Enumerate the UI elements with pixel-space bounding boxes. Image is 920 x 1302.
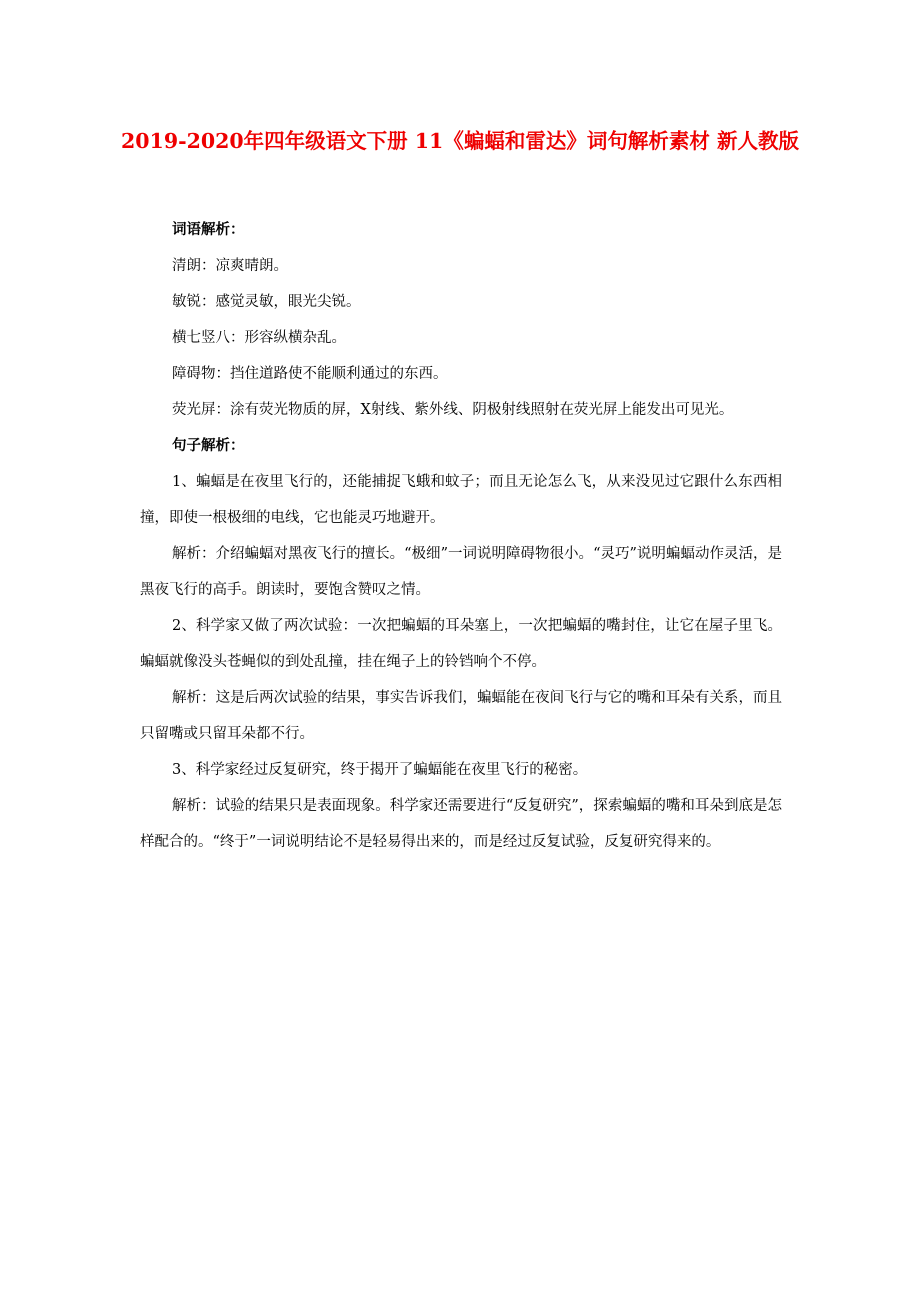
word-entry: 障碍物：挡住道路使不能顺利通过的东西。 bbox=[172, 366, 448, 382]
word-entry: 敏锐：感觉灵敏，眼光尖锐。 bbox=[172, 294, 361, 310]
sentence-paragraph: 解析：这是后两次试验的结果，事实告诉我们，蝙蝠能在夜间飞行与它的嘴和耳朵有关系，而且只留嘴或只留耳朵都不行。 bbox=[140, 690, 782, 742]
document-title: 2019-2020年四年级语文下册 11《蝙蝠和雷达》词句解析素材 新人教版 bbox=[121, 129, 799, 153]
word-entry: 荧光屏：涂有荧光物质的屏，X射线、紫外线、阴极射线照射在荧光屏上能发出可见光。 bbox=[172, 402, 734, 418]
sentence-paragraph: 2、科学家又做了两次试验：一次把蝙蝠的耳朵塞上，一次把蝙蝠的嘴封住，让它在屋子里飞。蝙蝠就像没头苍蝇似的到处乱撞，挂在绳子上的铃铛响个不停。 bbox=[140, 618, 782, 670]
sentences-heading: 句子解析： bbox=[172, 437, 245, 454]
document-body bbox=[140, 212, 782, 860]
word-entry: 清朗：凉爽晴朗。 bbox=[172, 258, 288, 274]
words-heading: 词语解析： bbox=[172, 221, 245, 238]
sentence-paragraph: 3、科学家经过反复研究，终于揭开了蝙蝠能在夜里飞行的秘密。 bbox=[172, 762, 588, 778]
sentence-paragraph: 解析：介绍蝙蝠对黑夜飞行的擅长。“极细”一词说明障碍物很小。“灵巧”说明蝙蝠动作灵活，是黑夜飞行的高手。朗读时，要饱含赞叹之情。 bbox=[140, 546, 782, 598]
word-entry: 横七竖八：形容纵横杂乱。 bbox=[172, 330, 346, 346]
sentence-paragraph: 1、蝙蝠是在夜里飞行的，还能捕捉飞蛾和蚊子；而且无论怎么飞，从来没见过它跟什么东西相撞，即使一根极细的电线，它也能灵巧地避开。 bbox=[140, 474, 782, 526]
sentence-paragraph: 解析：试验的结果只是表面现象。科学家还需要进行“反复研究”，探索蝙蝠的嘴和耳朵到底是怎样配合的。“终于”一词说明结论不是轻易得出来的，而是经过反复试验，反复研究得来的。 bbox=[140, 798, 782, 850]
